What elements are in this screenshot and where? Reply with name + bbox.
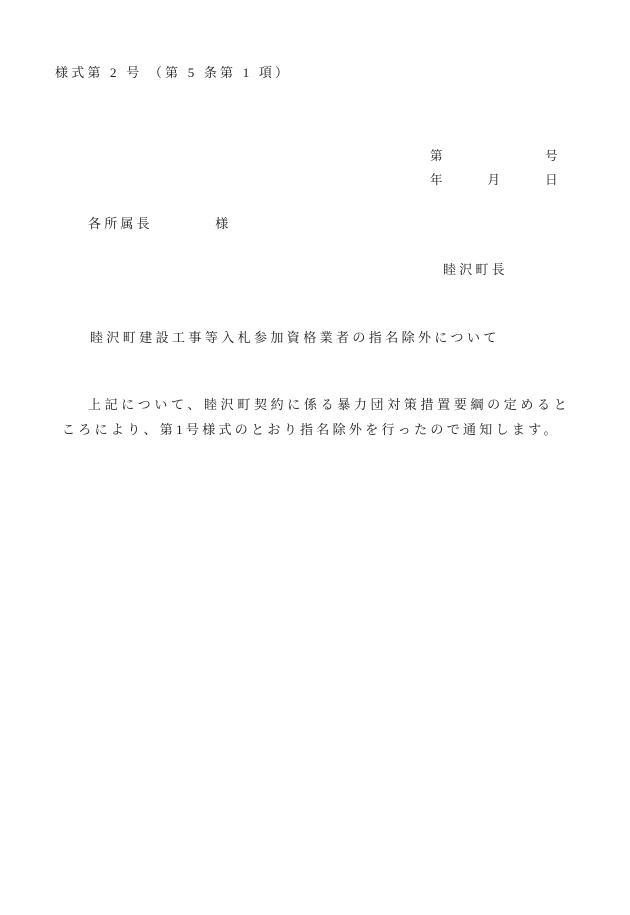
date-day-label: 日 bbox=[545, 173, 560, 187]
date-month-label: 月 bbox=[487, 173, 503, 187]
document-number-row bbox=[430, 146, 560, 164]
form-number: 様式第 2 号 （第 5 条第 1 項） bbox=[55, 65, 292, 80]
issuer-name: 睦沢町長 bbox=[443, 262, 508, 277]
document-body: 上記について、睦沢町契約に係る暴力団対策措置要綱の定めるところにより、第1号様式のとおり指名除外を行ったので通知します。 bbox=[62, 397, 570, 437]
date-year-label: 年 bbox=[430, 173, 445, 187]
addressee bbox=[88, 213, 231, 232]
document-title: 睦沢町建設工事等入札参加資格業者の指名除外について bbox=[90, 330, 500, 345]
document-number-prefix: 第 bbox=[430, 149, 445, 163]
document-date-row bbox=[430, 170, 560, 188]
addressee-name: 各所属長 bbox=[88, 216, 153, 231]
document-number-suffix: 号 bbox=[545, 149, 560, 163]
addressee-honorific: 様 bbox=[215, 216, 232, 231]
